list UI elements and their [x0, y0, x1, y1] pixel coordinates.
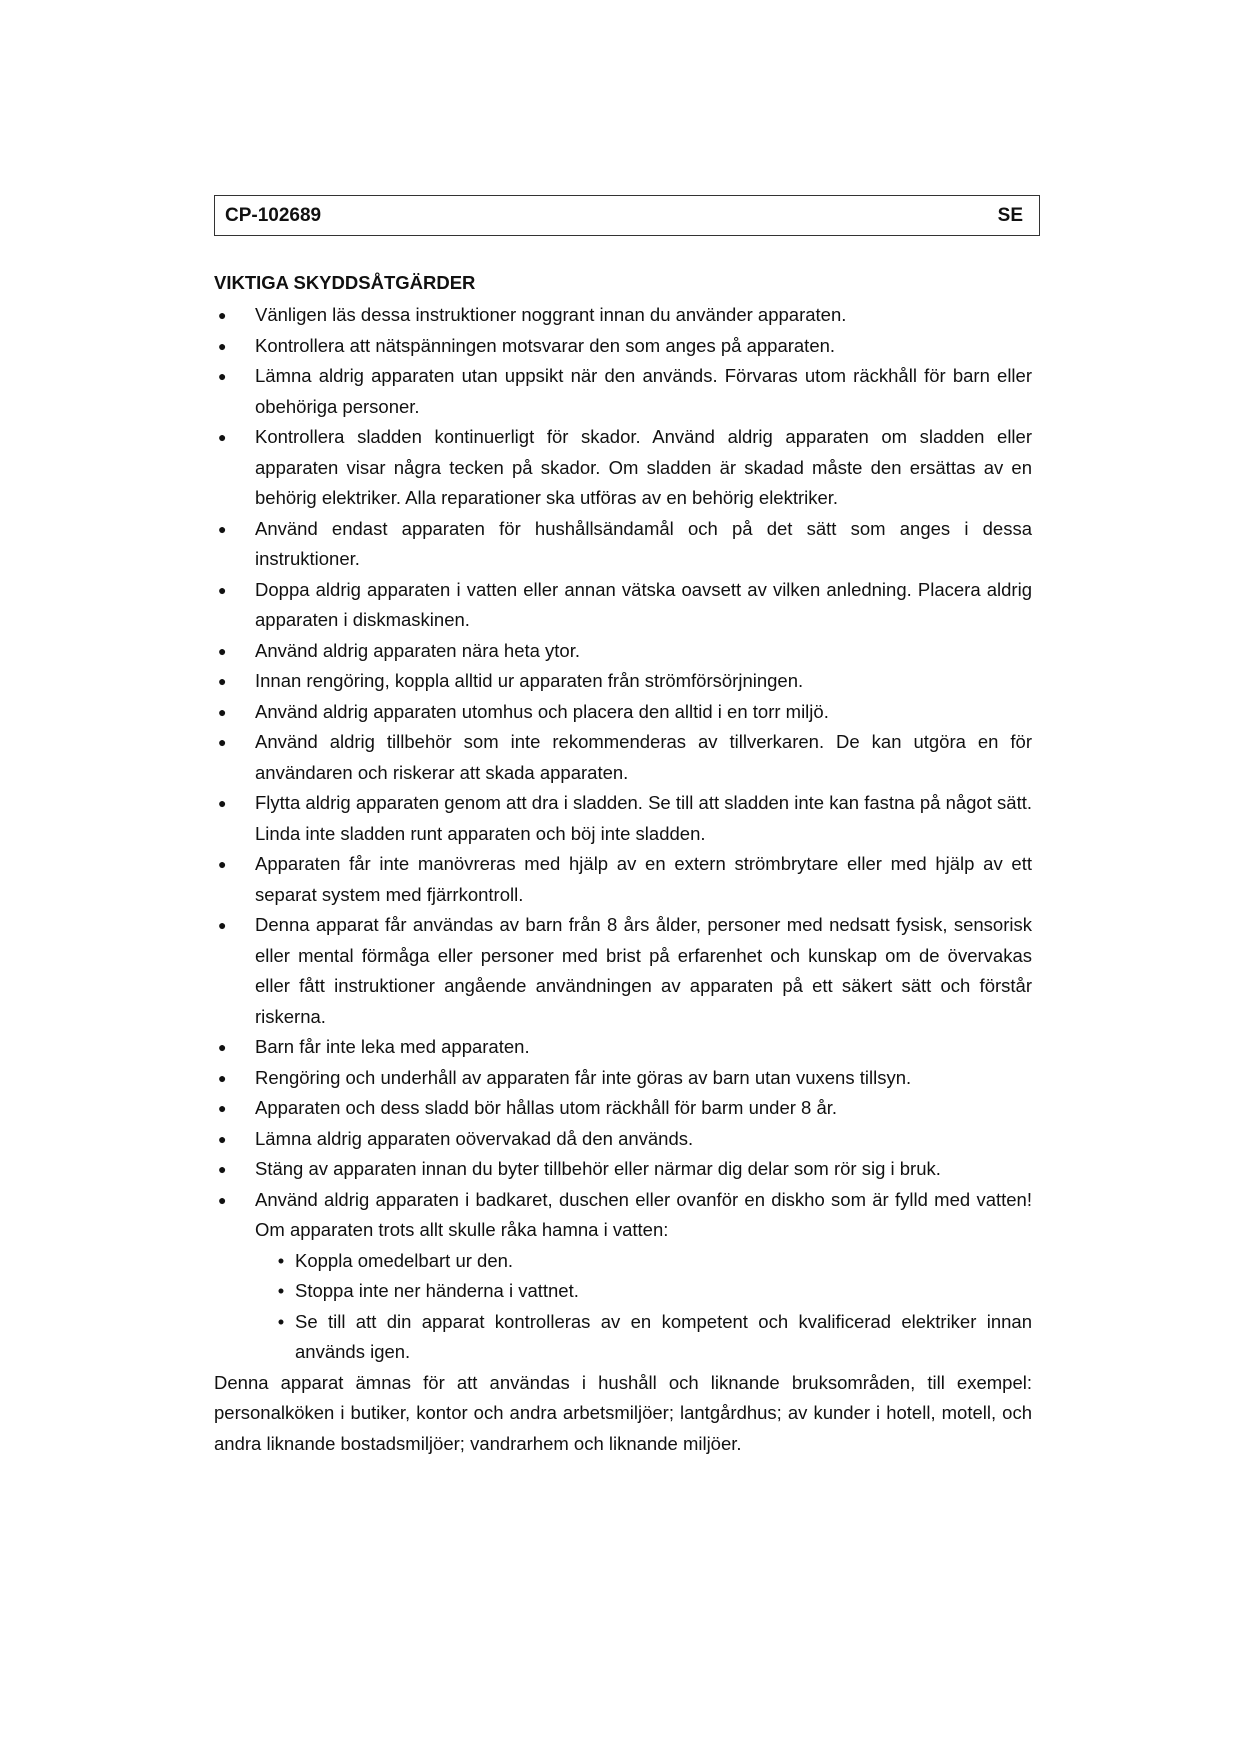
section-title: VIKTIGA SKYDDSÅTGÄRDER: [214, 272, 476, 293]
list-item: [214, 422, 1032, 514]
list-item: [214, 849, 1032, 910]
list-item-text: Använd aldrig tillbehör som inte rekommenderas av tillverkaren. De kan utgöra en för användaren och riskerar att skada apparaten.: [255, 731, 1032, 783]
list-item-text: Rengöring och underhåll av apparaten får inte göras av barn utan vuxens tillsyn.: [255, 1066, 912, 1088]
list-item: [214, 788, 1032, 849]
bullet-icon: ●: [218, 856, 227, 872]
sub-list-item-text: Koppla omedelbart ur den.: [295, 1249, 514, 1271]
list-item: [214, 361, 1032, 422]
bullet-icon: ●: [218, 337, 227, 354]
list-item: [214, 514, 1032, 575]
list-item: [214, 1154, 1032, 1185]
bullet-icon: ●: [218, 703, 227, 720]
bullet-icon: ●: [218, 642, 227, 659]
bullet-icon: ●: [218, 795, 227, 811]
bullet-icon: ●: [218, 307, 227, 323]
bullet-icon: ●: [218, 917, 227, 933]
list-item-text: Kontrollera att nätspänningen motsvarar den som anges på apparaten.: [255, 334, 836, 356]
bullet-icon: ●: [218, 1039, 227, 1055]
list-item-text: Stäng av apparaten innan du byter tillbehör eller närmar dig delar som rör sig i bruk.: [255, 1158, 941, 1179]
bullet-icon: ●: [218, 673, 227, 689]
sub-list-item-text: Stoppa inte ner händerna i vattnet.: [295, 1280, 579, 1301]
bullet-icon: ●: [218, 734, 227, 750]
list-item-text: Barn får inte leka med apparaten.: [255, 1036, 530, 1057]
closing-paragraph: Denna apparat ämnas för att användas i hushåll och liknande bruksområden, till exempel: personalköken i butiker, kontor och andra arbetsmiljöer; lantgårdhus; av kunder i hotell, motell, och andra liknande bostadsmiljöer; vandrarhem och liknande miljöer.: [214, 1371, 1032, 1454]
list-item: [214, 910, 1032, 1032]
list-item-text: Använd endast apparaten för hushållsändamål och på det sätt som anges i dessa instruktioner.: [255, 517, 1032, 569]
list-item-text: Denna apparat får användas av barn från 8 års ålder, personer med nedsatt fysisk, sensorisk eller mental förmåga eller personer med brist på erfarenhet och kunskap om de övervakas eller fått instruktioner angående användningen av apparaten på ett säkert sätt och förstår riskerna.: [255, 914, 1032, 1027]
sub-list-item: [255, 1246, 1032, 1277]
list-item: [214, 666, 1032, 697]
document-header: [214, 195, 1040, 236]
list-item: [214, 331, 1032, 362]
list-item-text: Använd aldrig apparaten utomhus och placera den alltid i en torr miljö.: [255, 700, 829, 722]
model-number: CP-102689: [225, 204, 322, 226]
bullet-icon: ●: [218, 1191, 227, 1208]
list-item-text: Doppa aldrig apparaten i vatten eller annan vätska oavsett av vilken anledning. Placera aldrig apparaten i diskmaskinen.: [255, 578, 1032, 630]
bullet-icon: ●: [218, 1161, 227, 1177]
list-item-text: Använd aldrig apparaten i badkaret, duschen eller ovanför en diskho som är fylld med vatten! Om apparaten trots allt skulle råka hamna i vatten:: [255, 1188, 1032, 1240]
list-item-text: Använd aldrig apparaten nära heta ytor.: [255, 639, 581, 661]
list-item-text: Innan rengöring, koppla alltid ur apparaten från strömförsörjningen.: [255, 670, 804, 691]
bullet-icon: ●: [218, 1100, 227, 1116]
list-item: [214, 636, 1032, 667]
list-item-text: Kontrollera sladden kontinuerligt för skador. Använd aldrig apparaten om sladden eller apparaten visar några tecken på skador. Om sladden är skadad måste den ersättas av en behörig elektriker. Alla reparationer ska utföras av en behörig elektriker.: [255, 426, 1032, 508]
language-code: SE: [997, 204, 1023, 226]
list-item: [214, 1032, 1032, 1063]
list-item: [214, 575, 1032, 636]
small-bullet-icon: •: [277, 1249, 285, 1271]
safety-section: [214, 270, 1032, 1478]
list-item: [214, 697, 1032, 728]
list-item: [214, 727, 1032, 788]
bullet-icon: ●: [218, 581, 227, 598]
list-item-text: Lämna aldrig apparaten oövervakad då den används.: [255, 1127, 694, 1149]
list-item: [214, 1093, 1032, 1124]
sub-list-item: [255, 1307, 1032, 1368]
list-item-text: Apparaten får inte manövreras med hjälp av en extern strömbrytare eller med hjälp av ett separat system med fjärrkontroll.: [255, 853, 1032, 905]
list-item-text: Lämna aldrig apparaten utan uppsikt när den används. Förvaras utom räckhåll för barn eller obehöriga personer.: [255, 365, 1032, 417]
list-item: [214, 1124, 1032, 1155]
bullet-icon: ●: [218, 429, 227, 445]
sub-list-item: [255, 1276, 1032, 1307]
small-bullet-icon: •: [277, 1280, 285, 1301]
list-item-text: Apparaten och dess sladd bör hållas utom räckhåll för barm under 8 år.: [255, 1097, 838, 1118]
bullet-icon: ●: [218, 520, 227, 537]
list-item-text: Vänligen läs dessa instruktioner noggrant innan du använder apparaten.: [255, 304, 847, 325]
water-sublist: [255, 1246, 1032, 1368]
bullet-icon: ●: [218, 368, 227, 384]
list-item: [214, 1185, 1032, 1368]
safety-list: [214, 300, 1032, 1368]
list-item-text: Flytta aldrig apparaten genom att dra i sladden. Se till att sladden inte kan fastna på något sätt. Linda inte sladden runt apparaten och böj inte sladden.: [255, 792, 1032, 844]
bullet-icon: ●: [218, 1069, 227, 1086]
bullet-icon: ●: [218, 1130, 227, 1147]
list-item: [214, 300, 1032, 331]
sub-list-item-text: Se till att din apparat kontrolleras av en kompetent och kvalificerad elektriker innan används igen.: [295, 1310, 1032, 1362]
small-bullet-icon: •: [277, 1310, 285, 1332]
list-item: [214, 1063, 1032, 1094]
